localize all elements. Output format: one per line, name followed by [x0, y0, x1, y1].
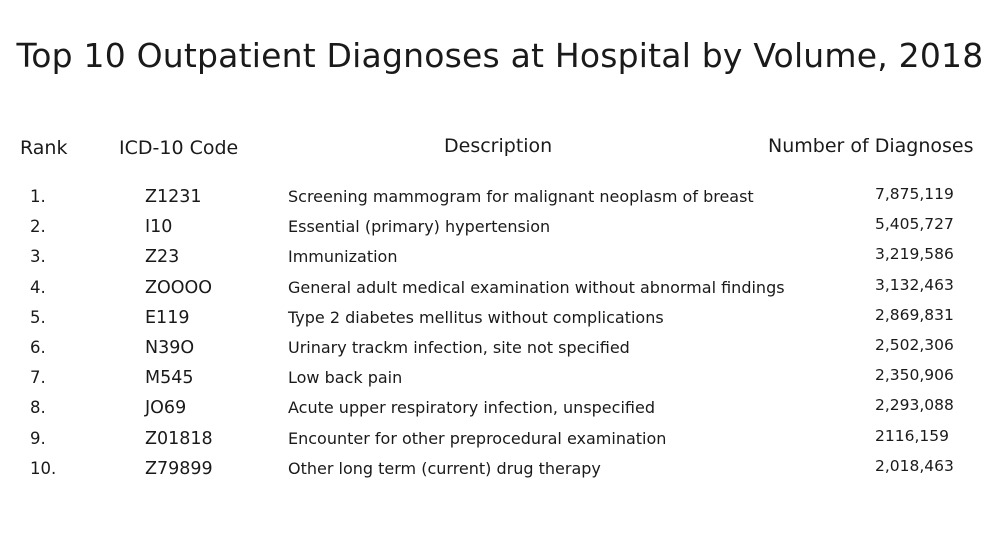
table-row — [0, 217, 1000, 247]
description-cell: Essential (primary) hypertension — [288, 217, 551, 237]
page-title: Top 10 Outpatient Diagnoses at Hospital by Volume, 2018 — [16, 36, 984, 75]
table-row — [0, 398, 1000, 428]
column-header-icd10-code: ICD-10 Code — [119, 137, 239, 159]
diagnosis-count-cell: 2,350,906 — [875, 366, 954, 385]
table-row — [0, 305, 1000, 338]
description-cell: Immunization — [288, 247, 398, 267]
rank-cell: 3. — [30, 247, 46, 267]
icd10-code-cell: ZOOOO — [145, 277, 213, 298]
description-cell: Low back pain — [288, 368, 403, 388]
rank-cell: 1. — [30, 187, 46, 206]
rank-cell: 7. — [30, 368, 46, 388]
description-cell: Other long term (current) drug therapy — [288, 458, 601, 478]
table-row — [0, 247, 1000, 277]
icd10-code-cell: N39O — [145, 337, 195, 358]
diagnosis-count-cell: 2,293,088 — [875, 396, 954, 415]
column-header-number-of-diagnoses: Number of Diagnoses — [768, 135, 974, 157]
icd10-code-cell: Z23 — [145, 247, 180, 268]
rank-cell: 5. — [30, 307, 46, 327]
description-cell: Acute upper respiratory infection, unspecified — [288, 398, 655, 418]
icd10-code-cell: Z01818 — [145, 428, 213, 449]
table-row — [0, 187, 1000, 217]
diagnosis-count-cell: 2,869,831 — [875, 305, 954, 324]
table-row — [0, 275, 1000, 308]
icd10-code-cell: I10 — [145, 217, 173, 238]
rank-cell: 4. — [30, 277, 46, 297]
diagnosis-count-cell: 7,875,119 — [875, 185, 954, 203]
diagnosis-count-cell: 2116,159 — [875, 426, 949, 445]
diagnosis-count-cell: 3,219,586 — [875, 245, 954, 264]
rank-cell: 8. — [30, 398, 46, 418]
table-row — [0, 426, 1000, 459]
icd10-code-cell: E119 — [145, 307, 190, 328]
diagnosis-count-cell: 2,502,306 — [875, 335, 954, 354]
table-row — [0, 335, 1000, 368]
rank-cell: 6. — [30, 337, 46, 357]
diagnosis-count-cell: 5,405,727 — [875, 215, 954, 234]
column-header-rank: Rank — [20, 137, 68, 159]
description-cell: General adult medical examination without abnormal findings — [288, 277, 785, 297]
icd10-code-cell: M545 — [145, 368, 194, 389]
icd10-code-cell: Z1231 — [145, 187, 202, 207]
table-row — [0, 368, 1000, 398]
table-row — [0, 456, 1000, 489]
description-cell: Screening mammogram for malignant neoplasm of breast — [288, 187, 754, 206]
rank-cell: 9. — [30, 428, 46, 448]
rank-cell: 2. — [30, 217, 46, 237]
description-cell: Type 2 diabetes mellitus without complications — [288, 307, 664, 327]
icd10-code-cell: Z79899 — [145, 458, 213, 479]
description-cell: Encounter for other preprocedural examination — [288, 428, 667, 448]
description-cell: Urinary trackm infection, site not specified — [288, 337, 630, 357]
diagnosis-count-cell: 2,018,463 — [875, 456, 954, 475]
rank-cell: 10. — [30, 458, 57, 478]
column-header-description: Description — [444, 135, 553, 157]
diagnosis-table — [0, 187, 1000, 489]
diagnosis-count-cell: 3,132,463 — [875, 275, 954, 294]
icd10-code-cell: JO69 — [145, 398, 187, 419]
